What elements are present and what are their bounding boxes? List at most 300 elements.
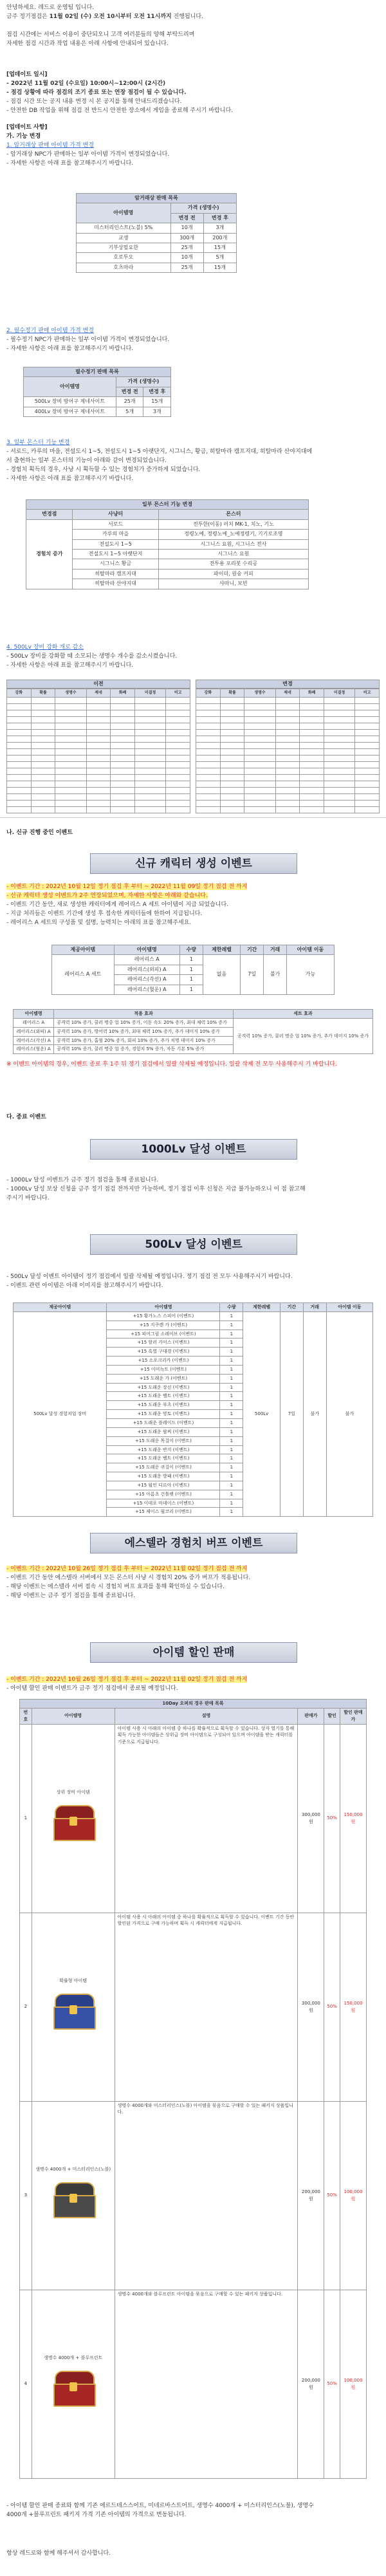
table-cell (7, 755, 32, 761)
table-row (7, 710, 190, 716)
table-cell: 200개 (203, 233, 236, 243)
table-cell (196, 793, 221, 800)
table-cell: 200,000원 (298, 2101, 324, 2290)
table-cell: 전설도시 1~5 아랫단지 (73, 549, 158, 559)
upgrade-after-title: 변경 (196, 680, 380, 689)
e5-table-title: 10Day 오퍼의 경우 판매 목록 (20, 1700, 367, 1709)
e4-desc-1: - 이벤트 기간 동안 에스텔라 서버에서 모든 몬스터 사냥 시 경험치 20% 증가 버프가 적용됩니다. (6, 1574, 251, 1581)
table-cell (111, 703, 135, 710)
table-cell: 공격력 10% 증가, 흡혈 20% 증가, 회피 10% 증가, 추가 치명 데미지 10% 증가 (54, 1036, 234, 1045)
e4-desc-3: - 해당 이벤트는 금주 정기 점검을 통해 종료됩니다. (6, 1592, 136, 1599)
events-heading: 나. 신규 진행 중인 이벤트 (6, 829, 73, 836)
table-cell: +15 도래운 귀걸이 (이벤트) (107, 1463, 220, 1472)
table-cell: 생명수 (55, 689, 86, 697)
table-cell (86, 742, 111, 748)
table-cell: +15 황가노스 스피어 (이벤트) (107, 1311, 220, 1320)
s3-desc-3: - 경험치 획득의 경우, 사냥 시 획득할 수 있는 경험치가 증가하게 되었습니다. (6, 466, 201, 473)
table-row (7, 793, 190, 800)
table-cell (111, 710, 135, 716)
table-row (7, 768, 190, 774)
t2-caption: 필수정기 판매 목록 (24, 367, 171, 377)
table-cell (355, 806, 380, 813)
table-row (196, 729, 380, 736)
table-cell (196, 774, 221, 781)
table-cell (86, 710, 111, 716)
table-row (7, 774, 190, 781)
chest-icon (51, 1802, 96, 1841)
ended-heading: 다. 종료 이벤트 (6, 1114, 46, 1120)
table-cell: +15 도래운 망토 (이벤트) (107, 1410, 220, 1419)
table-cell: 확률 (31, 689, 55, 697)
table-cell: 레어리스(외피) A (114, 965, 179, 974)
table-cell (31, 755, 55, 761)
table-cell: 1 (220, 1445, 243, 1454)
table-cell: 1 (220, 1401, 243, 1410)
table-cell (324, 736, 354, 742)
t1-h-after: 변경 후 (203, 213, 236, 223)
table-cell (324, 755, 354, 761)
table-cell: 5개 (203, 253, 236, 263)
table-cell: 수량 (179, 945, 203, 955)
table-row (77, 223, 237, 233)
table-row (7, 800, 190, 806)
table-cell (86, 761, 111, 768)
upgrade-before-table (6, 689, 190, 813)
table-cell (86, 806, 111, 813)
table-cell: 생명수 4000개와 블루프린트 아이템을 묶음으로 구매할 수 있는 패키지 상품입니다. (115, 2290, 298, 2478)
table-row (7, 806, 190, 813)
table-cell (300, 710, 324, 716)
table-cell (275, 806, 300, 813)
table-cell: 1 (220, 1311, 243, 1320)
table-cell: 150,000원 (340, 1913, 366, 2101)
table-cell (111, 748, 135, 755)
table-cell (31, 742, 55, 748)
table-row (7, 755, 190, 761)
table-cell: 1 (220, 1357, 243, 1366)
table-cell (111, 742, 135, 748)
table-cell: +15 도래운 목걸이 (이벤트) (107, 1436, 220, 1445)
table-cell (31, 787, 55, 793)
table-cell (244, 774, 275, 781)
chest-icon (51, 2180, 96, 2218)
table-cell: 1 (220, 1383, 243, 1392)
intro-line-1: 안녕하세요. 레드로 운영팀 입니다. (6, 5, 95, 11)
table-cell (55, 806, 86, 813)
table-row (196, 768, 380, 774)
table-cell: 1 (220, 1418, 243, 1427)
intro-line-2: 금주 정기점검은 11월 02일 (수) 오전 10시부터 오전 11시까지 진행됩니다. (6, 13, 203, 20)
table-cell: 서로드 (73, 519, 158, 529)
table-cell (355, 768, 380, 774)
table-cell (111, 729, 135, 736)
banner-item-sale: 아이템 할인 판매 (90, 1642, 297, 1663)
table-cell (55, 716, 86, 723)
table-cell (324, 703, 354, 710)
table-cell (275, 800, 300, 806)
table-cell: 1 (179, 985, 203, 994)
table-cell (86, 697, 111, 703)
table-cell: 1 (220, 1490, 243, 1499)
table-cell: 불가 (326, 1311, 372, 1516)
table-cell (134, 755, 165, 761)
table-cell (220, 697, 244, 703)
banner-new-character: 신규 캐릭터 생성 이벤트 (90, 853, 297, 874)
table-cell: 1 (220, 1508, 243, 1517)
table-cell: 할인 판매가 (340, 1708, 366, 1724)
t2-h-price: 가격 (생명수) (116, 377, 170, 387)
table-cell (134, 774, 165, 781)
table-cell: 500Lv 장비 방어구 제네사이트 (24, 397, 116, 407)
chest-icon (51, 2368, 96, 2407)
table-cell: 파이더, 원숭 커피 (158, 569, 308, 579)
table-cell: 제공아이템 (52, 945, 115, 955)
table-cell (244, 748, 275, 755)
table-cell (31, 697, 55, 703)
table-cell: 100,000원 (340, 2290, 366, 2478)
table-cell: 강화 (7, 689, 32, 697)
table-cell (134, 729, 165, 736)
table-cell: +15 이데포 마데이스 (이벤트) (107, 1499, 220, 1508)
table-cell (275, 742, 300, 748)
t3-caption: 일부 몬스터 기능 변경 (26, 500, 309, 510)
banner-500lv: 500Lv 달성 이벤트 (90, 1234, 297, 1255)
t1-h-before: 변경 전 (170, 213, 203, 223)
e1-text (6, 883, 380, 928)
table-cell (275, 793, 300, 800)
table-cell (111, 774, 135, 781)
table-cell: 생명수 (244, 689, 275, 697)
e4-text (6, 1565, 380, 1601)
table-cell (7, 806, 32, 813)
table-cell (31, 710, 55, 716)
table-cell (220, 761, 244, 768)
table-cell: 1 (220, 1472, 243, 1481)
table-cell (244, 710, 275, 716)
table-cell (244, 793, 275, 800)
table-cell (220, 774, 244, 781)
table-cell (86, 736, 111, 742)
table-cell (275, 787, 300, 793)
schedule-section (6, 71, 380, 116)
table-cell (300, 703, 324, 710)
table-row (20, 1724, 367, 1913)
t3-h-area: 사냥터 (73, 510, 158, 519)
table-cell (275, 761, 300, 768)
table-cell: 1 (179, 955, 203, 965)
table-cell: +15 지쿠렌 가 (이벤트) (107, 1320, 220, 1330)
table-cell (300, 697, 324, 703)
table-cell: 아이템 사용 시 아래의 아이템 중 하나를 확률적으로 획득할 수 있습니다. 이벤트 기간 동안 할인된 가격으로 구매 가능하며 획득 시 캐릭터에게 지급됩니다. (115, 1913, 298, 2101)
e1-stat-table (13, 1009, 373, 1054)
table-cell (166, 710, 190, 716)
table-cell (55, 761, 86, 768)
table-cell (196, 723, 221, 729)
table-cell (166, 748, 190, 755)
table-cell (55, 800, 86, 806)
table-cell: 시그니스 요원 (158, 549, 308, 559)
table-row (77, 233, 237, 243)
table-cell: 300,000원 (298, 1724, 324, 1913)
table-cell: 1 (220, 1481, 243, 1490)
table-cell (275, 755, 300, 761)
table-cell (7, 800, 32, 806)
s2-section (6, 327, 380, 354)
table-cell (196, 806, 221, 813)
table-cell: 비고 (166, 689, 190, 697)
item-name: 확률형 아이템 (59, 1978, 87, 1984)
table-cell (324, 729, 354, 736)
table-cell: 10개 (170, 253, 203, 263)
table-cell: 1 (220, 1499, 243, 1508)
e5-foot-2: 4000개 +블루프린트 패키지 가격 기존 아이템의 가격으로 변동됩니다. (6, 2511, 187, 2518)
table-cell (196, 742, 221, 748)
table-cell (7, 787, 32, 793)
e5-text (6, 1676, 380, 1694)
table-cell (196, 729, 221, 736)
table-cell: 1 (220, 1392, 243, 1401)
table-cell (7, 723, 32, 729)
table-cell: 수량 (220, 1303, 243, 1312)
table-cell (355, 761, 380, 768)
table-cell: 제한레벨 (243, 1303, 280, 1312)
table-row (7, 716, 190, 723)
table-cell (7, 781, 32, 787)
table-cell (86, 723, 111, 729)
table-cell (166, 768, 190, 774)
table-essential (23, 367, 171, 417)
table-cell: +15 도래운 벨트 (이벤트) (107, 1392, 220, 1401)
table-cell: 레어리스(혈운) A (14, 1045, 54, 1054)
table-cell: 1 (220, 1339, 243, 1348)
table-row (196, 806, 380, 813)
table-cell (134, 716, 165, 723)
table-cell (324, 710, 354, 716)
s2-desc-1: - 필수정기 NPC가 판매하는 일부 아이템 가격이 변경되었습니다. (6, 336, 170, 343)
table-cell (86, 768, 111, 774)
table-cell: 공격력 10% 증가, 쿨러 명중 업 10% 증가, 이동 속도 20% 증가, 최대 체력 10% 증가 (54, 1018, 234, 1027)
table-cell (134, 768, 165, 774)
item-name: 상위 장비 아이템 (56, 1790, 90, 1795)
table-cell (355, 723, 380, 729)
table-cell (324, 787, 354, 793)
updates-sub-1: 가. 기능 변경 (6, 133, 41, 140)
table-cell (300, 774, 324, 781)
table-cell (166, 806, 190, 813)
table-cell: +15 월인 디르아 (이벤트) (107, 1481, 220, 1490)
table-cell (300, 742, 324, 748)
e2-text (6, 1176, 380, 1203)
table-cell (111, 800, 135, 806)
table-cell: 전설도시 1~5 (73, 539, 158, 549)
table-row (196, 787, 380, 793)
table-cell (86, 729, 111, 736)
table-cell (86, 774, 111, 781)
table-cell: 레어리스 A (14, 1018, 54, 1027)
e5-foot-1: - 아이템 할인 판매 종료와 함께 기존 에르드테스스어트, 미네르바스트어트, 생명수 4000개 + 미스터리인스(노블), 생명수 (6, 2503, 314, 2509)
table-cell: 레어리스(혈운) A (114, 985, 179, 994)
t2-h-before: 변경 전 (116, 387, 143, 396)
schedule-heading: [업데이트 일시] (6, 71, 48, 78)
table-cell: +15 도래운 장선 (이벤트) (107, 1383, 220, 1392)
table-cell: 1 (220, 1374, 243, 1383)
e1-desc-3: - 지급 처리들은 이벤트 기간에 생성 후 접속한 캐릭터들에 한하여 지급됩니다. (6, 910, 203, 917)
table-cell (300, 736, 324, 742)
table-cell (196, 697, 221, 703)
table-cell: 레어리스(외피) A (14, 1027, 54, 1036)
table-row (196, 723, 380, 729)
table-cell (355, 736, 380, 742)
table-cell (324, 768, 354, 774)
table-row (26, 519, 309, 529)
table-cell (220, 736, 244, 742)
table-cell: +15 아름츠 건틀렛 (이벤트) (107, 1490, 220, 1499)
table-cell (244, 806, 275, 813)
table-cell (275, 729, 300, 736)
s3-title: 3. 일부 몬스터 기능 변경 (6, 440, 70, 446)
table-cell (220, 806, 244, 813)
chest-lock (69, 2194, 77, 2203)
table-cell: 200,000원 (298, 2290, 324, 2478)
table-cell (134, 736, 165, 742)
table-cell (324, 774, 354, 781)
table-cell: 1 (220, 1348, 243, 1357)
table-cell (275, 716, 300, 723)
table-cell: 거래 (264, 945, 287, 955)
table-row (14, 1311, 373, 1320)
table-cell: 300개 (170, 233, 203, 243)
table-cell: +15 흑열 구대경 (이벤트) (107, 1348, 220, 1357)
table-cell (55, 742, 86, 748)
table-cell (166, 736, 190, 742)
e5-table (19, 1699, 367, 2479)
table-cell: 미스터리인스트(노블) 5% (77, 223, 171, 233)
table-row (196, 781, 380, 787)
table-cell (7, 697, 32, 703)
table-cell: 설명 (115, 1708, 298, 1724)
table-cell (55, 736, 86, 742)
table-cell (111, 697, 135, 703)
table-cell: 경험치 증가 (26, 519, 73, 589)
table-cell: +15 도래운 부츠 (이벤트) (107, 1401, 220, 1410)
table-cell: +15 할러 가이스 (이벤트) (107, 1339, 220, 1348)
table-cell: 5개 (116, 407, 143, 416)
s4-title: 4. 500Lv 장비 강화 개로 감소 (6, 644, 84, 651)
table-cell: 25개 (170, 243, 203, 252)
table-cell: 공격력 10% 증가, 쿨러 명중 업 10% 증가, 추가 데미지 10% 증가 (233, 1018, 372, 1053)
table-cell (31, 748, 55, 755)
table-cell (220, 729, 244, 736)
s4-desc-2: - 자세한 사항은 아래 표를 참고해주시기 바랍니다. (6, 662, 134, 669)
table-cell: 25개 (170, 263, 203, 272)
table-cell (300, 716, 324, 723)
schedule-time: - 2022년 11월 02일 (수요일) 10:00시~12:00시 (2시간) (6, 80, 166, 87)
table-row (196, 689, 380, 697)
table-row (77, 243, 237, 252)
table-row (77, 263, 237, 272)
table-cell (55, 781, 86, 787)
table-black-market (76, 193, 237, 273)
table-cell (196, 787, 221, 793)
table-cell: 화폐 (111, 689, 135, 697)
table-cell (300, 781, 324, 787)
table-cell (55, 723, 86, 729)
table-cell: 미결정 (134, 689, 165, 697)
table-cell (244, 768, 275, 774)
table-cell (134, 710, 165, 716)
table-cell (244, 761, 275, 768)
table-cell: 500Lv 달성 경험치업 장비 (14, 1311, 107, 1516)
chest-lock (69, 2382, 77, 2391)
table-row (196, 736, 380, 742)
table-cell (31, 781, 55, 787)
table-cell (111, 793, 135, 800)
item-name: 생명수 4000개 + 미스터리인스(노블) (35, 2167, 111, 2173)
table-cell (324, 781, 354, 787)
banner-estella: 에스텔라 경험치 버프 이벤트 (90, 1533, 297, 1553)
table-cell: 가능 (286, 955, 334, 995)
table-row (7, 736, 190, 742)
table-cell (7, 703, 32, 710)
table-cell (324, 793, 354, 800)
table-cell (111, 761, 135, 768)
e1-reward-table (51, 945, 335, 995)
table-row (196, 761, 380, 768)
t3-h-mon: 몬스터 (158, 510, 308, 519)
table-cell: 전투한(이동) 러치 MK-1, 치노, 기노 (158, 519, 308, 529)
table-cell: 아이템명 (14, 1010, 54, 1019)
table-cell: 공격력 10% 증가, 방어력 10% 증가, 최대 체력 10% 증가, 추가 데미지 10% 증가 (54, 1027, 234, 1036)
table-cell (196, 710, 221, 716)
e2-desc-1: - 1000Lv 달성 이벤트가 금주 정기 점검을 통해 종료됩니다. (6, 1177, 159, 1183)
table-row (196, 774, 380, 781)
table-cell (166, 787, 190, 793)
table-cell: 강화 (196, 689, 221, 697)
table-cell: 150,000원 (340, 1724, 366, 1913)
table-cell (166, 729, 190, 736)
table-cell (355, 748, 380, 755)
table-cell: +15 이미녹트 (이벤트) (107, 1365, 220, 1374)
t1-caption: 암거래상 판매 목록 (77, 194, 237, 203)
table-cell: 7일 (241, 955, 264, 995)
table-cell (324, 800, 354, 806)
table-cell (355, 742, 380, 748)
table-cell (355, 703, 380, 710)
upgrade-before (6, 680, 190, 813)
table-cell (86, 793, 111, 800)
table-cell: 1 (179, 965, 203, 974)
table-cell (55, 774, 86, 781)
table-cell (134, 697, 165, 703)
table-cell: 제한레벨 (203, 945, 241, 955)
table-cell: 15개 (203, 263, 236, 272)
table-cell (7, 748, 32, 755)
table-cell: 미결정 (324, 689, 354, 697)
table-row (7, 697, 190, 703)
table-cell: 시그니스 황금 (73, 559, 158, 569)
table-cell (220, 787, 244, 793)
table-cell (86, 787, 111, 793)
table-cell: 레어리스(각선) A (14, 1036, 54, 1045)
table-row (20, 2101, 367, 2290)
table-row (7, 781, 190, 787)
table-row (7, 761, 190, 768)
table-cell: 없음 (203, 955, 241, 995)
table-cell: 100,000원 (340, 2101, 366, 2290)
table-cell (166, 793, 190, 800)
s4-desc-1: - 500Lv 장비를 강화할 때 소모되는 생명수 개수를 감소시켰습니다. (6, 653, 178, 660)
table-cell: 3개 (203, 223, 236, 233)
